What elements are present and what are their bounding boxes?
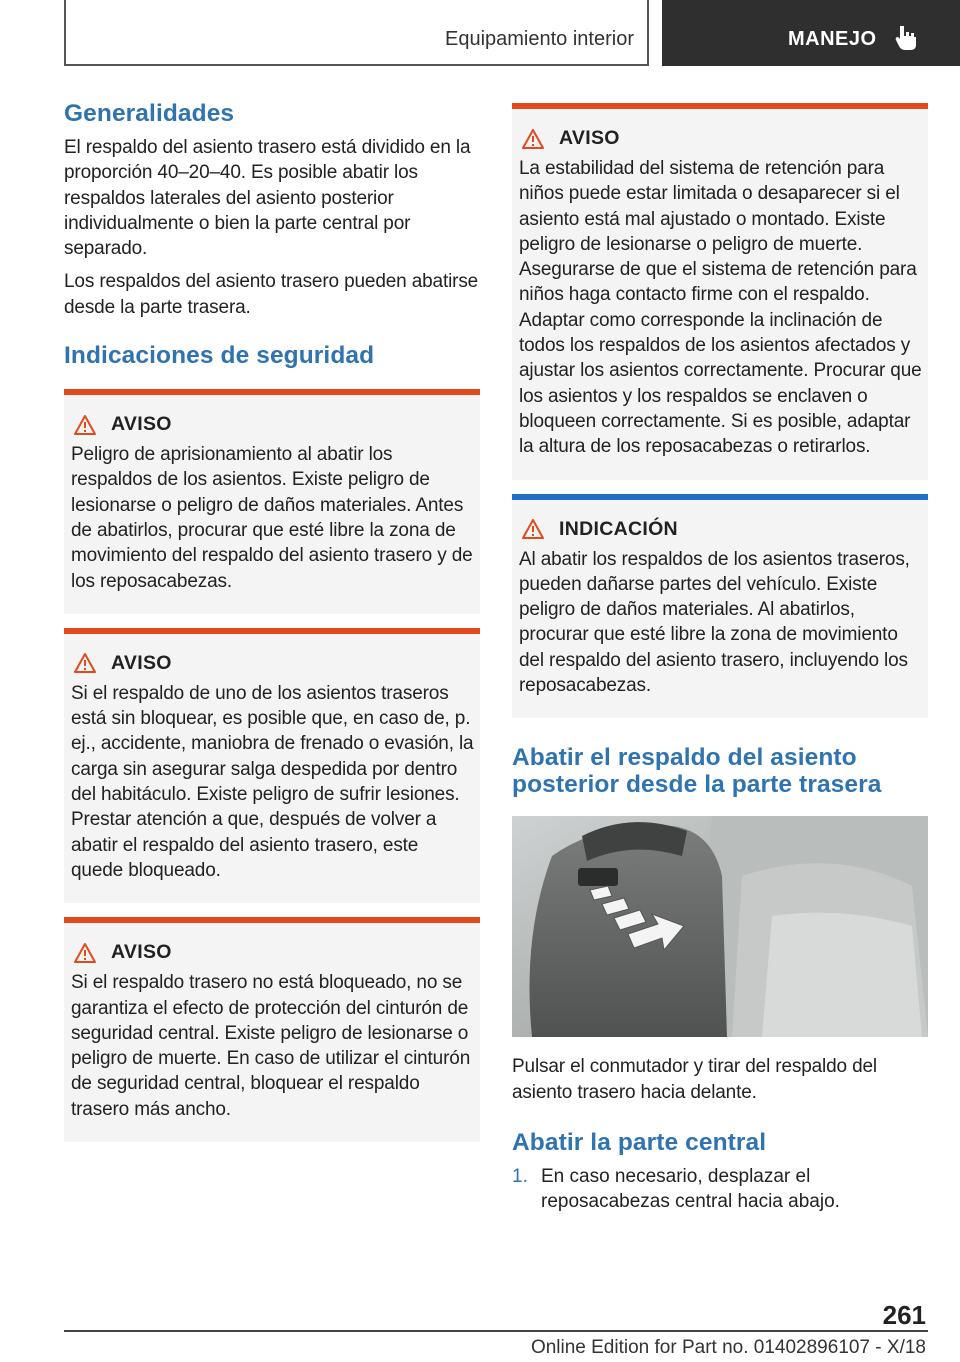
step-number: 1. bbox=[512, 1165, 528, 1187]
heading-safety: Indicaciones de seguridad bbox=[64, 342, 375, 370]
photo-caption: Pulsar el conmutador y tirar del respaldo del asiento trasero hacia delante. bbox=[512, 1056, 877, 1103]
warning-label: AVISO bbox=[559, 127, 620, 149]
steering-hand-icon bbox=[894, 22, 920, 52]
warning-triangle-icon bbox=[73, 942, 97, 964]
warning-box-1 bbox=[64, 389, 480, 614]
warning-triangle-icon bbox=[73, 414, 97, 436]
warning-triangle-icon bbox=[73, 652, 97, 674]
footer-edition: Online Edition for Part no. 01402896107 - X/18 bbox=[530, 1337, 926, 1358]
warning-text: Si el respaldo de uno de los asientos traseros está sin bloquear, es posible que, en caso de, p. ej., accidente, maniobra de frenado o evasión, la carga sin asegurar salga despedida por dentro del habitáculo. Existe peligro de sufrir lesiones. Prestar atención a que, después de volver a abatir el respaldo del asiento trasero, este quede bloqueado. bbox=[71, 682, 474, 881]
list-item bbox=[512, 1164, 928, 1215]
paragraph-general-2: Los respaldos del asiento trasero pueden abatirse desde la parte trasera. bbox=[64, 271, 479, 318]
header-right-rule bbox=[647, 0, 649, 66]
warning-label: AVISO bbox=[111, 941, 172, 964]
warning-text: Si el respaldo trasero no está bloqueado, no se garantiza el efecto de protección del cinturón de seguridad central. Existe peligro de lesionarse o peligro de muerte. En caso de utilizar el cinturón de seguridad central, bloquear el respaldo trasero más ancho. bbox=[71, 972, 471, 1120]
left-column bbox=[64, 100, 480, 1142]
footer-rule bbox=[64, 1330, 928, 1332]
section-title: Equipamiento interior bbox=[445, 28, 634, 50]
page-number: 261 bbox=[882, 1300, 926, 1330]
warning-triangle-icon bbox=[521, 518, 545, 540]
warning-text: La estabilidad del sistema de retención para niños puede estar limitada o desaparecer si el asiento está mal ajustado o montado. Existe peligro de lesionarse o peligro de muerte. Asegurarse de que el sistema de retención para niños haga contacto firme con el respaldo. Adaptar como corresponde la inclinación de todos los respaldos de los asientos afectados y ajustar los asientos correctamente. Procurar que los asientos y los respaldos se enclaven o bloqueen correctamente. Si es posible, adaptar la altura de los reposacabezas o retirarlos. bbox=[519, 158, 922, 458]
warning-box-4 bbox=[512, 103, 928, 480]
warning-box-3 bbox=[64, 917, 480, 1142]
right-column bbox=[512, 103, 928, 1215]
heading-fold-center: Abatir la parte central bbox=[512, 1128, 767, 1156]
note-text: Al abatir los respaldos de los asientos traseros, pueden dañarse partes del vehículo. Existe peligro de daños materiales. Al abatirlos, procurar que esté libre la zona de movimiento del respaldo del asiento trasero, incluyendo los reposacabezas. bbox=[519, 548, 910, 697]
warning-box-2 bbox=[64, 628, 480, 903]
warning-label: AVISO bbox=[111, 651, 172, 674]
step-text: En caso necesario, desplazar el reposacabezas central hacia abajo. bbox=[541, 1165, 840, 1213]
header-underline bbox=[66, 64, 649, 66]
rear-seat-photo bbox=[512, 816, 928, 1037]
paragraph-general-1: El respaldo del asiento trasero está dividido en la proporción 40–20–40. Es posible abatir los respaldos laterales del asiento posterior individualmente o bien la parte central por separado. bbox=[64, 137, 471, 260]
warning-text: Peligro de aprisionamiento al abatir los respaldos de los asientos. Existe peligro de lesionarse o peligro de daños materiales. Antes de abatirlos, procurar que esté libre la zona de movimiento del respaldo del asiento trasero y de los reposacabezas. bbox=[71, 444, 473, 592]
heading-generalidades: Generalidades bbox=[64, 100, 235, 127]
note-box bbox=[512, 494, 928, 719]
header-left-rule bbox=[64, 0, 66, 66]
note-label: INDICACIÓN bbox=[559, 517, 678, 540]
chapter-tab[interactable] bbox=[662, 0, 960, 66]
chapter-tab-label: MANEJO bbox=[788, 28, 877, 50]
heading-fold-rear: Abatir el respaldo del asiento posterior desde la parte trasera bbox=[512, 744, 882, 799]
warning-triangle-icon bbox=[521, 128, 545, 150]
warning-label: AVISO bbox=[111, 413, 172, 436]
